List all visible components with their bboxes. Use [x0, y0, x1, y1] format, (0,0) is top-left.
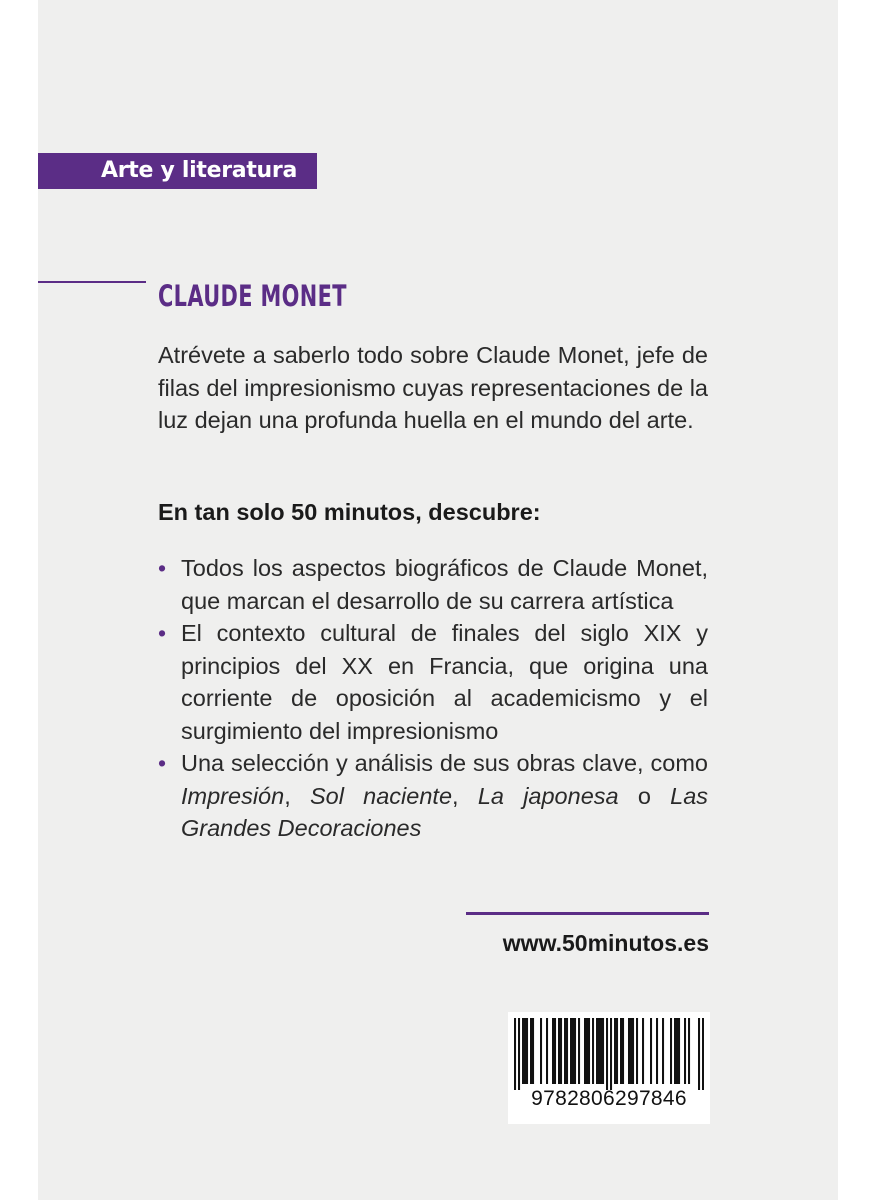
bullet-icon: • [158, 555, 167, 581]
work-title: Las Grandes Decoraciones [181, 782, 709, 841]
barcode-bar [560, 1018, 562, 1084]
barcode-bar [688, 1018, 690, 1084]
barcode-bar [584, 1018, 586, 1084]
barcode-bar [642, 1018, 644, 1084]
barcode-bar [564, 1018, 566, 1084]
list-item-text: Todos los aspectos biográficos de Claude Monet, que marcan el desarrollo de su carrera artística [181, 555, 708, 614]
category-band: Arte y literatura [38, 153, 317, 189]
barcode-bar [600, 1018, 602, 1084]
barcode-bar [670, 1018, 672, 1084]
title-rule [38, 281, 146, 283]
barcode-bar [684, 1018, 686, 1084]
work-title: Impresión [181, 782, 285, 809]
barcode-bar [532, 1018, 534, 1084]
highlights-list [158, 552, 708, 845]
barcode-bar [558, 1018, 560, 1084]
barcode-bar [554, 1018, 556, 1084]
separator: , [452, 782, 478, 809]
barcode-bar [662, 1018, 664, 1084]
barcode-bar [570, 1018, 572, 1084]
barcode-bar [552, 1018, 554, 1084]
barcode-bar [678, 1018, 680, 1084]
barcode-bar [518, 1018, 520, 1090]
list-item-text: Una selección y análisis de sus obras clave, como [181, 750, 708, 776]
barcode-bar [630, 1018, 632, 1084]
separator: , [284, 782, 310, 809]
barcode-bar [702, 1018, 704, 1090]
barcode-bar [588, 1018, 590, 1084]
barcode-bar [602, 1018, 604, 1084]
isbn-barcode [508, 1012, 710, 1124]
barcode-bar [546, 1018, 548, 1084]
bullet-icon: • [158, 620, 167, 646]
barcode-bars [514, 1018, 704, 1090]
barcode-bar [572, 1018, 574, 1084]
barcode-bar [636, 1018, 638, 1084]
barcode-bar [592, 1018, 594, 1084]
barcode-bar [632, 1018, 634, 1084]
barcode-bar [676, 1018, 678, 1084]
list-item [158, 552, 708, 617]
barcode-bar [698, 1018, 700, 1090]
isbn-number: 9782806297846 [531, 1087, 687, 1110]
work-title: La japonesa [477, 782, 619, 809]
website-rule [466, 912, 709, 915]
list-item [158, 617, 708, 747]
barcode-bar [540, 1018, 542, 1084]
website-link[interactable]: www.50minutos.es [502, 930, 709, 956]
book-title: CLAUDE MONET [158, 279, 347, 313]
barcode-bar [524, 1018, 526, 1084]
barcode-bar [530, 1018, 532, 1084]
blurb: Atrévete a saberlo todo sobre Claude Monet, jefe de filas del impresionismo cuyas representaciones de la luz dejan una profunda huella en el mundo del arte. [158, 342, 708, 433]
barcode-bar [606, 1018, 608, 1090]
barcode-bar [526, 1018, 528, 1084]
barcode-bar [614, 1018, 616, 1084]
barcode-bar [616, 1018, 618, 1084]
barcode-bar [656, 1018, 658, 1084]
intro-heading: En tan solo 50 minutos, descubre: [158, 499, 541, 525]
barcode-bar [650, 1018, 652, 1084]
barcode-bar [620, 1018, 622, 1084]
barcode-bar [514, 1018, 516, 1090]
bullet-icon: • [158, 750, 167, 776]
work-title: Sol naciente [309, 782, 453, 809]
separator: o [618, 782, 671, 809]
barcode-bar [574, 1018, 576, 1084]
barcode-bar [598, 1018, 600, 1084]
barcode-bar [628, 1018, 630, 1084]
barcode-bar [622, 1018, 624, 1084]
barcode-bar [596, 1018, 598, 1084]
list-item [158, 747, 708, 845]
barcode-bar [566, 1018, 568, 1084]
barcode-bar [522, 1018, 524, 1084]
barcode-bar [674, 1018, 676, 1084]
list-item-text: El contexto cultural de finales del siglo XIX y principios del XX en Francia, que origina una corriente de oposición al academicismo y el surgimiento del impresionismo [181, 620, 708, 744]
barcode-bar [610, 1018, 612, 1090]
barcode-bar [586, 1018, 588, 1084]
barcode-bar [578, 1018, 580, 1084]
